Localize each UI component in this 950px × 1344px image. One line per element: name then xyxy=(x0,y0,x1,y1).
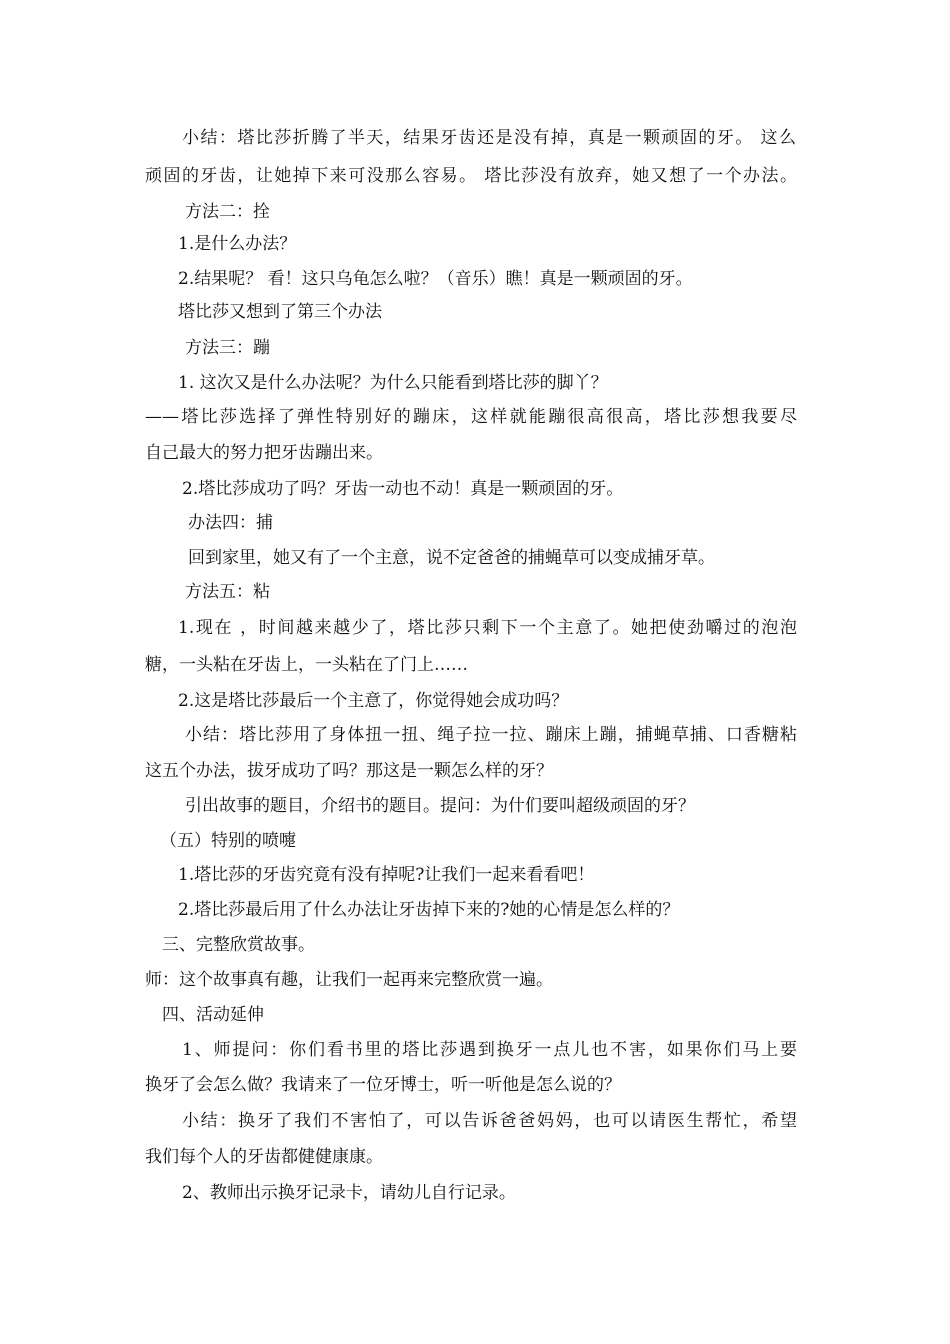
paragraph-line: 2.这是塔比莎最后一个主意了，你觉得她会成功吗？ xyxy=(178,691,569,711)
method-heading: 办法四：捕 xyxy=(188,513,273,533)
paragraph-line: 小结：换牙了我们不害怕了，可以告诉爸爸妈妈，也可以请医生帮忙，希望 xyxy=(182,1111,797,1131)
paragraph-line: 糖，一头粘在牙齿上，一头粘在了门上…… xyxy=(145,655,468,675)
section-heading: （五）特别的喷嚏 xyxy=(160,831,296,851)
paragraph-line: 1. 这次又是什么办法呢？为什么只能看到塔比莎的脚丫？ xyxy=(178,373,608,393)
paragraph-line: 2、教师出示换牙记录卡，请幼儿自行记录。 xyxy=(182,1183,516,1203)
paragraph-line: 顽固的牙齿，让她掉下来可没那么容易。 塔比莎没有放弃，她又想了一个办法。 xyxy=(145,166,797,186)
paragraph-line: 小结：塔比莎用了身体扭一扭、绳子拉一拉、蹦床上蹦，捕蝇草捕、口香糖粘 xyxy=(185,725,797,745)
section-heading: 四、活动延伸 xyxy=(162,1005,264,1025)
paragraph-line: 1.现在 ，时间越来越少了，塔比莎只剩下一个主意了。她把使劲嚼过的泡泡 xyxy=(178,618,797,638)
paragraph-line: 这五个办法，拔牙成功了吗？那这是一颗怎么样的牙？ xyxy=(145,761,553,781)
paragraph-line: 2.塔比莎最后用了什么办法让牙齿掉下来的?她的心情是怎么样的？ xyxy=(178,900,680,920)
paragraph-line: 引出故事的题目，介绍书的题目。提问：为什们要叫超级顽固的牙？ xyxy=(185,796,695,816)
method-heading: 方法三：蹦 xyxy=(185,338,270,358)
paragraph-line: 换牙了会怎么做？我请来了一位牙博士，听一听他是怎么说的？ xyxy=(145,1075,621,1095)
paragraph-line: 1.是什么办法？ xyxy=(178,234,297,254)
paragraph-line: 1、师提问：你们看书里的塔比莎遇到换牙一点儿也不害，如果你们马上要 xyxy=(182,1040,797,1060)
paragraph-line: 自己最大的努力把牙齿蹦出来。 xyxy=(145,443,383,463)
section-heading: 三、完整欣赏故事。 xyxy=(162,935,315,955)
paragraph-line: 1.塔比莎的牙齿究竟有没有掉呢?让我们一起来看看吧！ xyxy=(178,865,595,885)
paragraph-line: 2.结果呢？ 看！这只乌龟怎么啦？（音乐）瞧！真是一颗顽固的牙。 xyxy=(178,269,693,289)
method-heading: 方法五：粘 xyxy=(185,582,270,602)
paragraph-line: 2.塔比莎成功了吗？牙齿一动也不动！真是一颗顽固的牙。 xyxy=(182,479,624,499)
paragraph-line: 回到家里，她又有了一个主意，说不定爸爸的捕蝇草可以变成捕牙草。 xyxy=(188,548,715,568)
paragraph-line: 塔比莎又想到了第三个办法 xyxy=(178,302,382,322)
paragraph-line: 我们每个人的牙齿都健健康康。 xyxy=(145,1147,383,1167)
paragraph-line: ——塔比莎选择了弹性特别好的蹦床，这样就能蹦很高很高，塔比莎想我要尽 xyxy=(145,407,797,427)
method-heading: 方法二：拴 xyxy=(185,202,270,222)
paragraph-line: 师：这个故事真有趣，让我们一起再来完整欣赏一遍。 xyxy=(145,970,553,990)
paragraph-line: 小结：塔比莎折腾了半天，结果牙齿还是没有掉，真是一颗顽固的牙。 这么 xyxy=(182,128,796,148)
